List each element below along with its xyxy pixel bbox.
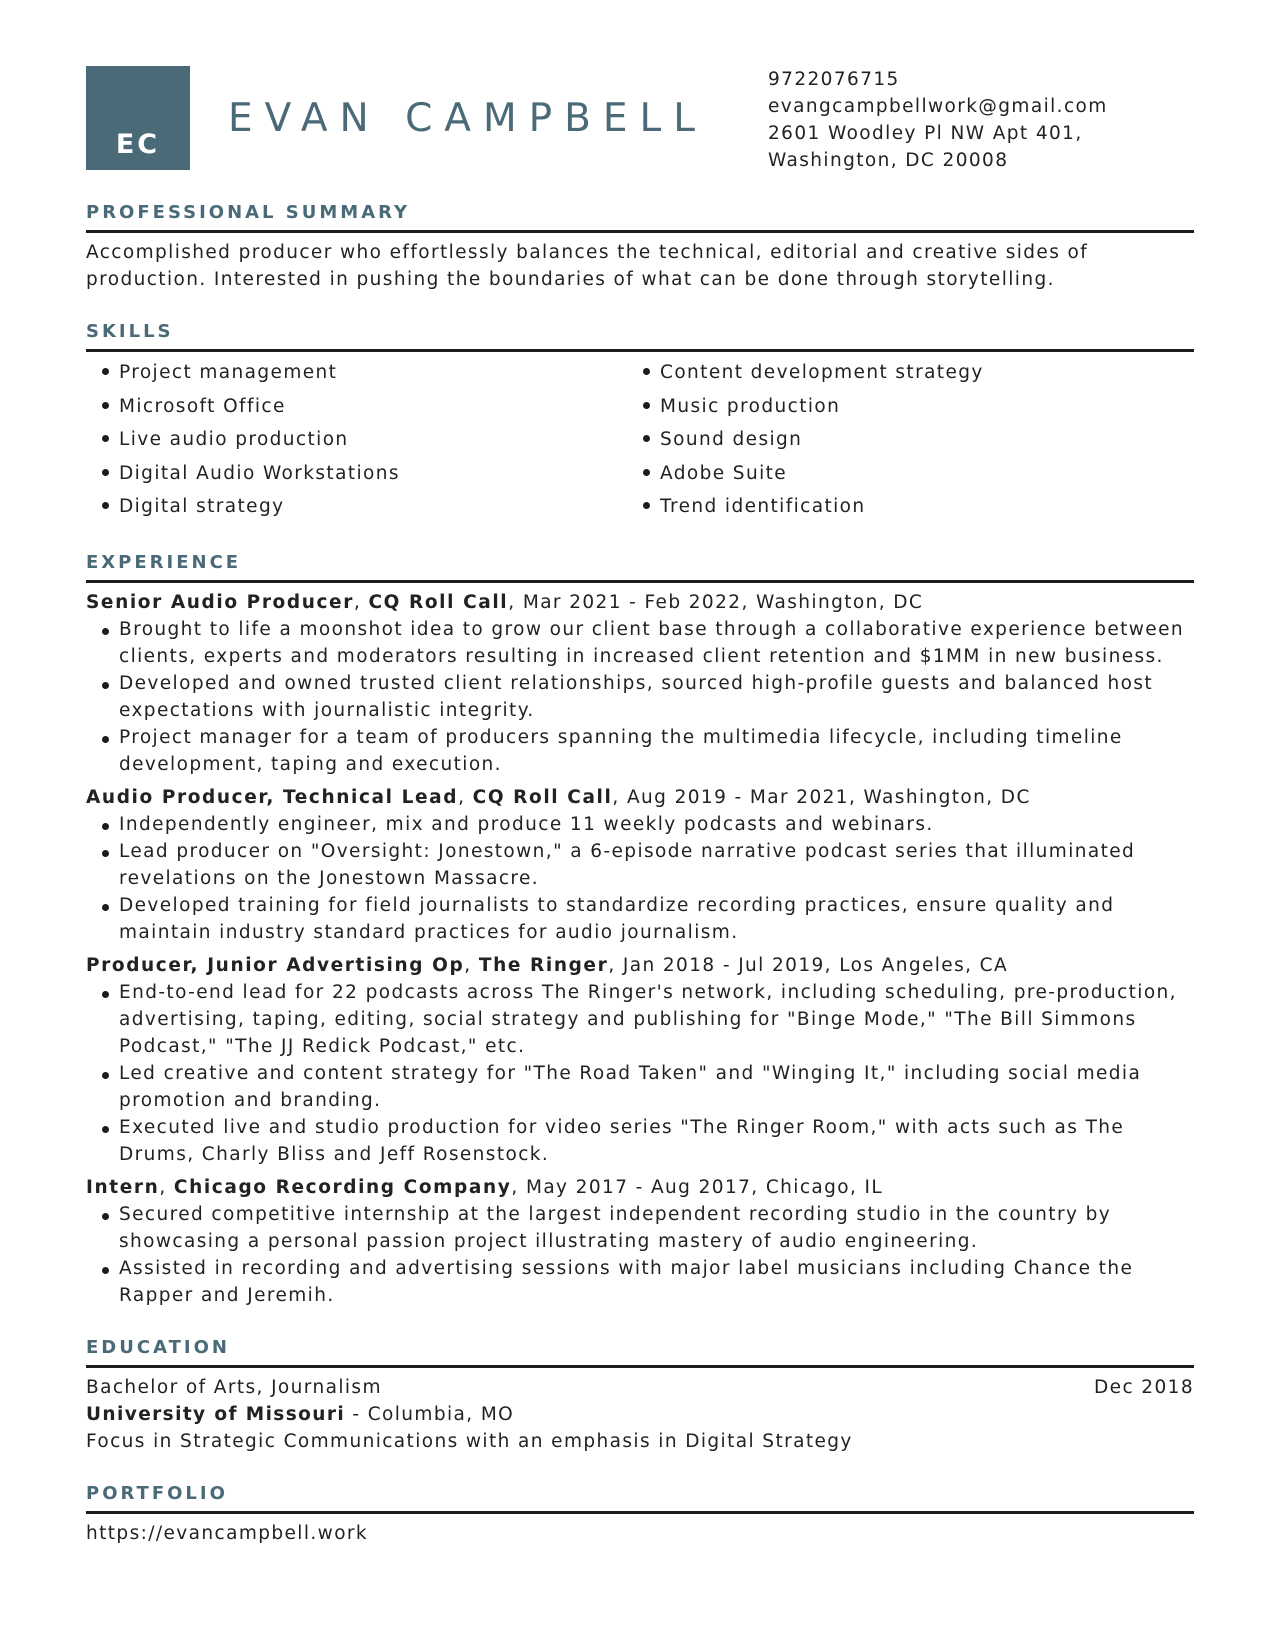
portfolio-link[interactable]: https://evancampbell.work bbox=[86, 1522, 369, 1544]
skill-item: Live audio production bbox=[102, 423, 627, 457]
candidate-name: EVAN CAMPBELL bbox=[228, 96, 708, 141]
job-company: CQ Roll Call bbox=[368, 591, 509, 613]
resume-page bbox=[86, 66, 1194, 1547]
job-company: Chicago Recording Company bbox=[173, 1176, 512, 1198]
skill-item: Microsoft Office bbox=[102, 390, 627, 424]
summary-text: Accomplished producer who effortlessly balances the technical, editorial and creative sides of production. Interested in pushing the boundaries of what can be done through storytelling. bbox=[86, 242, 1089, 290]
contact-email[interactable]: evangcampbellwork@gmail.com bbox=[768, 96, 1108, 117]
education-degree-row bbox=[86, 1374, 1194, 1401]
job-bullet: Secured competitive internship at the largest independent recording studio in the country by showcasing a personal passion project illustrating mastery of audio engineering. bbox=[102, 1201, 1194, 1255]
skills-title: SKILLS bbox=[86, 321, 1194, 352]
skills-column-right bbox=[627, 356, 1168, 524]
job-heading: Producer, Junior Advertising Op, The Ringer, Jan 2018 - Jul 2019, Los Angeles, CA bbox=[86, 954, 1009, 976]
job-role: Audio Producer, Technical Lead bbox=[86, 786, 459, 808]
job-bullet: Executed live and studio production for video series "The Ringer Room," with acts such as The Drums, Charly Bliss and Jeff Rosenstock. bbox=[102, 1114, 1194, 1168]
job-meta: , May 2017 - Aug 2017, Chicago, IL bbox=[511, 1176, 884, 1198]
skill-item: Project management bbox=[102, 356, 627, 390]
job-entry bbox=[86, 952, 1194, 1168]
education-school-row bbox=[86, 1401, 1194, 1428]
skill-item: Adobe Suite bbox=[643, 457, 1168, 491]
skills-column-left bbox=[86, 356, 627, 524]
contact-address-line1: 2601 Woodley Pl NW Apt 401, bbox=[768, 123, 1083, 144]
education-date: Dec 2018 bbox=[1094, 1376, 1194, 1398]
education-degree: Bachelor of Arts, Journalism bbox=[86, 1376, 382, 1398]
monogram-badge bbox=[86, 66, 190, 170]
job-bullets bbox=[86, 1201, 1194, 1309]
job-bullets bbox=[86, 811, 1194, 946]
education-focus: Focus in Strategic Communications with an emphasis in Digital Strategy bbox=[86, 1430, 853, 1452]
skills-grid bbox=[86, 356, 1194, 524]
job-role: Producer, Junior Advertising Op bbox=[86, 954, 465, 976]
job-heading: Intern, Chicago Recording Company, May 2017 - Aug 2017, Chicago, IL bbox=[86, 1176, 884, 1198]
job-role: Intern bbox=[86, 1176, 160, 1198]
job-bullet: Led creative and content strategy for "The Road Taken" and "Winging It," including social media promotion and branding. bbox=[102, 1060, 1194, 1114]
job-entry bbox=[86, 589, 1194, 778]
job-company: The Ringer bbox=[478, 954, 609, 976]
skill-item: Trend identification bbox=[643, 490, 1168, 524]
contact-address-line2: Washington, DC 20008 bbox=[768, 150, 1009, 171]
resume-header bbox=[86, 66, 1194, 174]
job-bullet: End-to-end lead for 22 podcasts across The Ringer's network, including scheduling, pre-production, advertising, taping, editing, social strategy and publishing for "Binge Mode," "The Bill Simmons Podcast," "The JJ Redick Podcast," etc. bbox=[102, 979, 1194, 1060]
education-title: EDUCATION bbox=[86, 1337, 1194, 1368]
monogram-text: EC bbox=[115, 129, 161, 160]
education-location: - Columbia, MO bbox=[345, 1403, 515, 1425]
job-meta: , Aug 2019 - Mar 2021, Washington, DC bbox=[612, 786, 1031, 808]
job-bullet: Developed and owned trusted client relationships, sourced high-profile guests and balanced host expectations with journalistic integrity. bbox=[102, 670, 1194, 724]
job-meta: , Mar 2021 - Feb 2022, Washington, DC bbox=[508, 591, 924, 613]
skill-item: Music production bbox=[643, 390, 1168, 424]
skill-item: Digital strategy bbox=[102, 490, 627, 524]
contact-phone[interactable]: 9722076715 bbox=[768, 69, 900, 90]
job-heading: Audio Producer, Technical Lead, CQ Roll Call, Aug 2019 - Mar 2021, Washington, DC bbox=[86, 786, 1031, 808]
job-bullet: Developed training for field journalists to standardize recording practices, ensure quality and maintain industry standard practices for audio journalism. bbox=[102, 892, 1194, 946]
job-bullet: Brought to life a moonshot idea to grow our client base through a collaborative experience between clients, experts and moderators resulting in increased client retention and $1MM in new business. bbox=[102, 616, 1194, 670]
job-heading: Senior Audio Producer, CQ Roll Call, Mar 2021 - Feb 2022, Washington, DC bbox=[86, 591, 924, 613]
job-bullets bbox=[86, 979, 1194, 1168]
job-entry bbox=[86, 784, 1194, 946]
job-bullets bbox=[86, 616, 1194, 778]
job-entry bbox=[86, 1174, 1194, 1309]
portfolio-title: PORTFOLIO bbox=[86, 1483, 1194, 1514]
job-bullet: Assisted in recording and advertising sessions with major label musicians including Chance the Rapper and Jeremih. bbox=[102, 1255, 1194, 1309]
job-role: Senior Audio Producer bbox=[86, 591, 354, 613]
skills-section bbox=[86, 321, 1194, 524]
education-section bbox=[86, 1337, 1194, 1455]
job-bullet: Lead producer on "Oversight: Jonestown," a 6-episode narrative podcast series that illuminated revelations on the Jonestown Massacre. bbox=[102, 838, 1194, 892]
skill-item: Content development strategy bbox=[643, 356, 1168, 390]
education-school: University of Missouri bbox=[86, 1403, 346, 1425]
job-bullet: Independently engineer, mix and produce 11 weekly podcasts and webinars. bbox=[102, 811, 1194, 838]
summary-title: PROFESSIONAL SUMMARY bbox=[86, 202, 1194, 233]
summary-section bbox=[86, 202, 1194, 293]
skill-item: Sound design bbox=[643, 423, 1168, 457]
experience-title: EXPERIENCE bbox=[86, 552, 1194, 583]
job-bullet: Project manager for a team of producers spanning the multimedia lifecycle, including timeline development, taping and execution. bbox=[102, 724, 1194, 778]
portfolio-section bbox=[86, 1483, 1194, 1547]
job-company: CQ Roll Call bbox=[472, 786, 613, 808]
skill-item: Digital Audio Workstations bbox=[102, 457, 627, 491]
experience-section bbox=[86, 552, 1194, 1309]
contact-block bbox=[768, 66, 1108, 174]
job-meta: , Jan 2018 - Jul 2019, Los Angeles, CA bbox=[608, 954, 1009, 976]
